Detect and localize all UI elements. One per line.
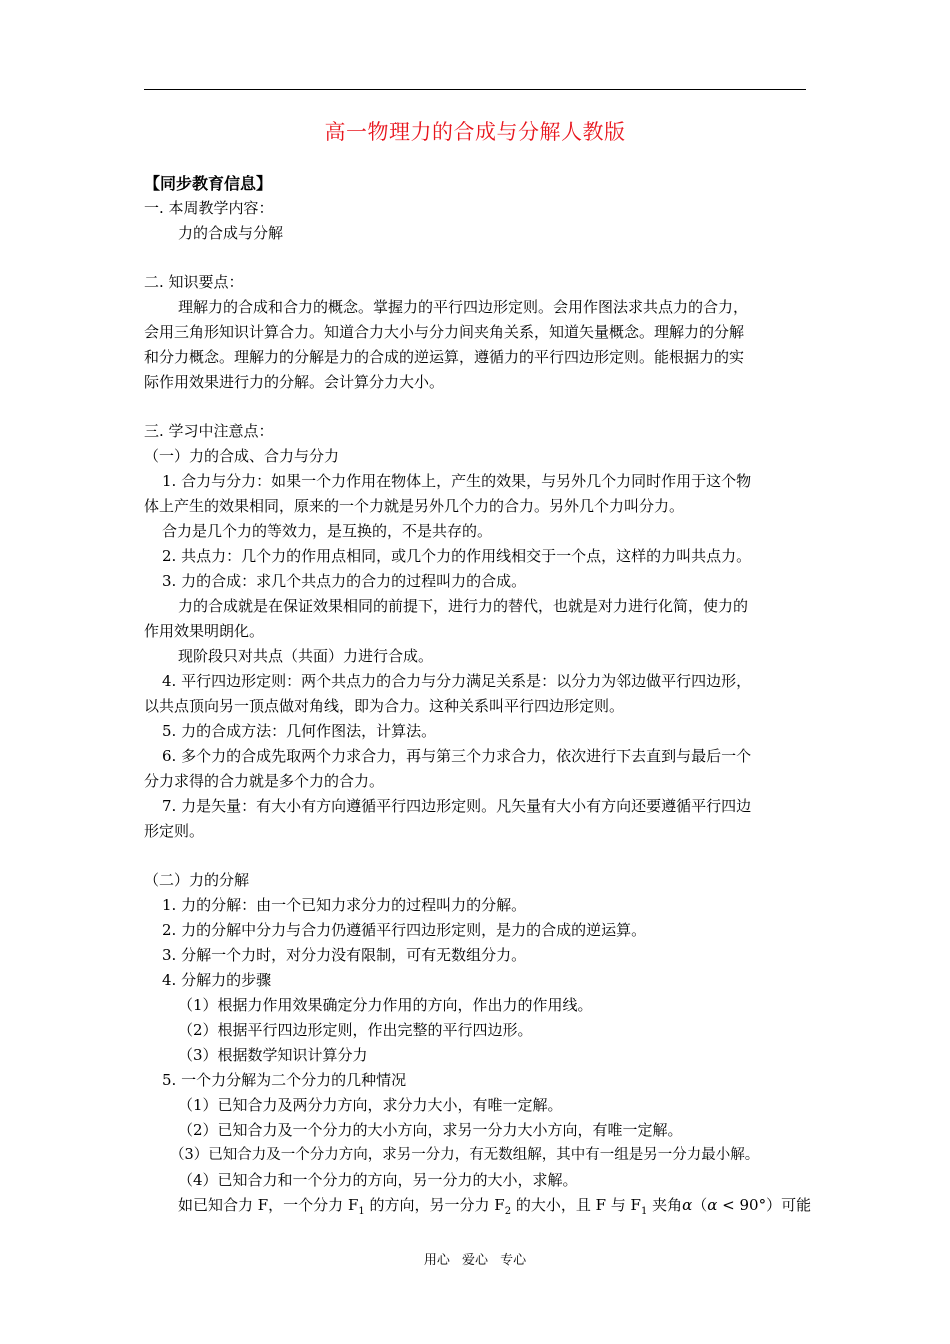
part-2-last-line	[178, 1195, 811, 1215]
alpha-symbol: α	[682, 1196, 693, 1214]
text-segment: 夹角	[647, 1196, 683, 1214]
subscript: 1	[640, 1206, 648, 1217]
section-2-line: 会用三角形知识计算合力。知道合力大小与分力间夹角关系，知道矢量概念。理解力的分解	[144, 323, 745, 341]
footer-word: 用心	[423, 1253, 450, 1268]
part-1-label: （一）力的合成、合力与分力	[144, 447, 340, 465]
part-1-line: 作用效果明朗化。	[144, 622, 265, 640]
part-1-line: 分力求得的合力就是多个力的合力。	[144, 772, 385, 790]
part-1-line: 合力是几个力的等效力，是互换的，不是共存的。	[162, 522, 493, 540]
footer-word: 专心	[500, 1253, 527, 1268]
part-2-line: 3. 分解一个力时，对分力没有限制，可有无数组分力。	[162, 946, 527, 964]
part-1-line: 4. 平行四边形定则：两个共点力的合力与分力满足关系是：以分力为邻边做平行四边形，	[162, 672, 752, 690]
part-2-line: （1）根据力作用效果确定分力作用的方向，作出力的作用线。	[178, 996, 593, 1014]
section-2-line: 和分力概念。理解力的分解是力的合成的逆运算，遵循力的平行四边形定则。能根据力的实	[144, 348, 745, 366]
part-2-line: （1）已知合力及两分力方向，求分力大小，有唯一定解。	[178, 1096, 563, 1114]
part-1-line: 1. 合力与分力：如果一个力作用在物体上，产生的效果，与另外几个力同时作用于这个物	[162, 472, 752, 490]
text-segment: < 90°）可能	[717, 1196, 812, 1214]
part-2-line: （4）已知合力和一个分力的方向，另一分力的大小，求解。	[178, 1171, 578, 1189]
section-heading: 【同步教育信息】	[144, 174, 273, 193]
part-2-line: 1. 力的分解：由一个已知力求分力的过程叫力的分解。	[162, 896, 527, 914]
part-1-line: 以共点顶向另一顶点做对角线，即为合力。这种关系叫平行四边形定则。	[144, 697, 625, 715]
text-segment: （	[692, 1196, 708, 1214]
section-3-label: 三. 学习中注意点：	[144, 422, 274, 440]
part-2-line: 4. 分解力的步骤	[162, 971, 272, 989]
section-1-label: 一. 本周教学内容：	[144, 199, 274, 217]
part-1-line: 2. 共点力：几个力的作用点相同，或几个力的作用线相交于一个点，这样的力叫共点力。	[162, 547, 752, 565]
page-footer	[0, 1249, 950, 1268]
part-2-label: （二）力的分解	[144, 871, 250, 889]
part-2-line: 2. 力的分解中分力与合力仍遵循平行四边形定则，是力的合成的逆运算。	[162, 921, 647, 939]
footer-word: 爱心	[461, 1253, 488, 1268]
subscript: 2	[504, 1206, 512, 1217]
text-segment: 如已知合力 F，一个分力 F	[178, 1196, 359, 1214]
part-1-line: 5. 力的合成方法：几何作图法，计算法。	[162, 722, 437, 740]
part-2-line: （2）已知合力及一个分力的大小方向，求另一分力大小方向，有唯一定解。	[178, 1121, 683, 1139]
part-2-line: （2）根据平行四边形定则，作出完整的平行四边形。	[178, 1021, 533, 1039]
section-1-content: 力的合成与分解	[178, 224, 284, 242]
part-2-line: （3）已知合力及一个分力方向，求另一分力，有无数组解，其中有一组是另一分力最小解。	[170, 1147, 760, 1163]
part-2-line: （3）根据数学知识计算分力	[178, 1046, 368, 1064]
part-1-line: 形定则。	[144, 822, 205, 840]
section-2-line: 际作用效果进行力的分解。会计算分力大小。	[144, 373, 445, 391]
header-rule	[144, 89, 806, 90]
part-1-line: 力的合成就是在保证效果相同的前提下，进行力的替代，也就是对力进行化简，使力的	[178, 597, 749, 615]
part-1-line: 体上产生的效果相同，原来的一个力就是另外几个力的合力。另外几个力叫分力。	[144, 497, 685, 515]
part-1-line: 6. 多个力的合成先取两个力求合力，再与第三个力求合力，依次进行下去直到与最后一个	[162, 747, 752, 765]
text-segment: 的方向，另一分力 F	[364, 1196, 505, 1214]
part-1-line: 3. 力的合成：求几个共点力的合力的过程叫力的合成。	[162, 572, 527, 590]
subscript: 1	[358, 1206, 365, 1217]
part-1-line: 7. 力是矢量：有大小有方向遵循平行四边形定则。凡矢量有大小有方向还要遵循平行四边	[162, 797, 752, 815]
text-segment: 的大小，且 F 与 F	[511, 1196, 641, 1214]
alpha-symbol: α	[707, 1196, 718, 1214]
part-1-line: 现阶段只对共点（共面）力进行合成。	[178, 647, 434, 665]
section-2-label: 二. 知识要点：	[144, 273, 244, 291]
section-2-line: 理解力的合成和合力的概念。掌握力的平行四边形定则。会用作图法求共点力的合力，	[178, 298, 749, 316]
part-2-line: 5. 一个力分解为二个分力的几种情况	[162, 1071, 407, 1089]
document-title: 高一物理力的合成与分解人教版	[324, 120, 626, 144]
